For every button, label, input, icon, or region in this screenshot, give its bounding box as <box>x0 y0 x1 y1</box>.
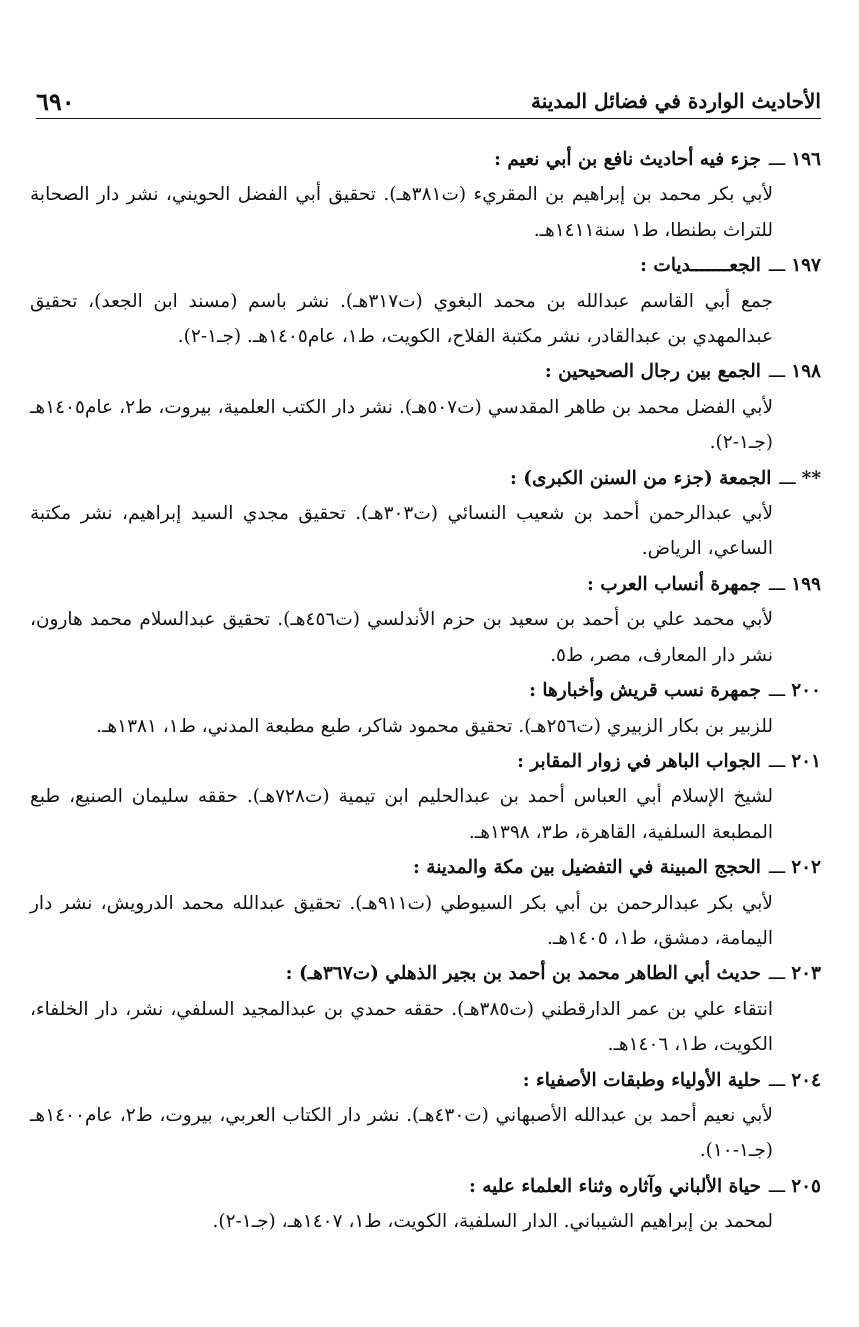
bibliography-entry <box>30 744 821 850</box>
entry-body: لأبي نعيم أحمد بن عبدالله الأصبهاني (ت٤٣٠هـ). نشر دار الكتاب العربي، بيروت، ط٢، عام١٤٠٠هـ (جـ١-١٠). <box>30 1104 773 1162</box>
entry-heading <box>30 354 821 389</box>
entry-dash: ـــ <box>768 1175 786 1197</box>
entry-dash: ـــ <box>779 467 796 489</box>
bibliography-entry <box>30 142 821 248</box>
bibliography-entry <box>30 1063 821 1169</box>
entry-number: ١٩٧ <box>791 255 821 277</box>
running-title: الأحاديث الواردة في فضائل المدينة <box>531 89 821 113</box>
entry-number: ١٩٨ <box>791 361 821 383</box>
entry-heading <box>30 1063 821 1098</box>
entry-body: لأبي عبدالرحمن أحمد بن شعيب النسائي (ت٣٠٣هـ). تحقيق مجدي السيد إبراهيم، نشر مكتبة الساعي، الرياض. <box>30 503 773 560</box>
entry-number: ١٩٩ <box>791 573 821 595</box>
entry-body: لأبي الفضل محمد بن طاهر المقدسي (ت٥٠٧هـ). نشر دار الكتب العلمية، بيروت، ط٢، عام١٤٠٥هـ (جـ١-٢). <box>30 396 774 454</box>
entry-dash: ـــ <box>768 255 786 277</box>
entry-title: جمهرة نسب قريش وأخبارها : <box>529 680 761 702</box>
entry-heading <box>30 850 821 885</box>
entry-title: الجمع بين رجال الصحيحين : <box>544 361 761 383</box>
entry-heading <box>30 248 821 283</box>
entry-body: للزبير بن بكار الزبيري (ت٢٥٦هـ). تحقيق محمود شاكر، طبع مطبعة المدني، ط١، ١٣٨١هـ. <box>96 715 773 737</box>
bibliography-entry <box>30 956 821 1062</box>
entry-dash: ـــ <box>768 680 786 702</box>
entry-title: حياة الألباني وآثاره وثناء العلماء عليه : <box>468 1175 761 1197</box>
entry-number: ** <box>801 467 821 489</box>
entry-title: الحجج المبينة في التفضيل بين مكة والمدينة : <box>413 857 761 879</box>
page-header <box>36 84 821 119</box>
bibliography-entry <box>30 567 821 673</box>
entry-heading <box>30 567 821 602</box>
entry-body: لأبي بكر محمد بن إبراهيم بن المقريء (ت٣٨١هـ). تحقيق أبي الفضل الحويني، نشر دار الصحابة للتراث بطنطا، ط١ سنة١٤١١هـ. <box>30 184 773 241</box>
entry-title: الجمعة (جزء من السنن الكبرى) : <box>510 467 772 489</box>
bibliography-entry <box>30 850 821 956</box>
entry-title: جمهرة أنساب العرب : <box>587 573 761 595</box>
entry-body: لأبي محمد علي بن أحمد بن سعيد بن حزم الأندلسي (ت٤٥٦هـ). تحقيق عبدالسلام محمد هارون، نشر دار المعارف، مصر، ط٥. <box>30 609 773 666</box>
entry-body: جمع أبي القاسم عبدالله بن محمد البغوي (ت٣١٧هـ). نشر باسم (مسند ابن الجعد)، تحقيق عبدالمهدي بن عبدالقادر، نشر مكتبة الفلاح، الكويت، ط١، عام١٤٠٥هـ. (جـ١-٢). <box>30 290 774 348</box>
entry-dash: ـــ <box>768 573 786 595</box>
bibliography-entry <box>30 461 821 567</box>
entry-title: الجواب الباهر في زوار المقابر : <box>517 750 761 772</box>
entry-number: ٢٠٤ <box>791 1069 821 1091</box>
entry-body: انتقاء علي بن عمر الدارقطني (ت٣٨٥هـ). حققه حمدي بن عبدالمجيد السلفي، نشر، دار الخلفاء، الكويت، ط١، ١٤٠٦هـ. <box>30 998 773 1056</box>
entry-title: جزء فيه أحاديث نافع بن أبي نعيم : <box>494 149 761 170</box>
entry-number: ٢٠٢ <box>791 857 821 879</box>
entry-body: لمحمد بن إبراهيم الشيباني. الدار السلفية، الكويت، ط١، ١٤٠٧هـ، (جـ١-٢). <box>212 1211 773 1233</box>
bibliography-entry <box>30 673 821 744</box>
entry-heading <box>30 142 821 177</box>
entry-number: ٢٠٣ <box>791 963 821 985</box>
entry-heading <box>30 956 821 991</box>
entry-dash: ـــ <box>768 1069 786 1091</box>
entry-dash: ـــ <box>768 963 786 985</box>
entry-title: حديث أبي الطاهر محمد بن أحمد بن بجير الذهلي (ت٣٦٧هـ) : <box>285 963 761 985</box>
entry-dash: ـــ <box>768 750 786 772</box>
bibliography-entry <box>30 354 821 460</box>
entry-title: الجعـــــــديات : <box>640 255 761 277</box>
bibliography-entry <box>30 248 821 354</box>
entry-body: لشيخ الإسلام أبي العباس أحمد بن عبدالحليم ابن تيمية (ت٧٢٨هـ). حققه سليمان الصنيع، طبع المطبعة السلفية، القاهرة، ط٣، ١٣٩٨هـ. <box>30 786 774 843</box>
entry-number: ٢٠٥ <box>791 1175 821 1197</box>
entry-dash: ـــ <box>768 361 786 383</box>
entry-heading <box>30 461 821 496</box>
bibliography-entry <box>30 1169 821 1240</box>
entry-body: لأبي بكر عبدالرحمن بن أبي بكر السيوطي (ت٩١١هـ). تحقيق عبدالله محمد الدرويش، نشر دار اليمامة، دمشق، ط١، ١٤٠٥هـ. <box>30 892 773 949</box>
entry-heading <box>30 1169 821 1204</box>
page-number: ٦٩٠ <box>36 86 75 116</box>
entry-dash: ـــ <box>768 149 786 170</box>
entry-number: ٢٠١ <box>791 750 821 772</box>
entry-number: ٢٠٠ <box>791 680 821 702</box>
entry-number: ١٩٦ <box>791 149 821 170</box>
entry-dash: ـــ <box>768 857 786 879</box>
entry-heading <box>30 744 821 779</box>
entry-heading <box>30 673 821 708</box>
bibliography-list <box>30 142 821 1240</box>
entry-title: حلية الأولياء وطبقات الأصفياء : <box>522 1069 761 1091</box>
